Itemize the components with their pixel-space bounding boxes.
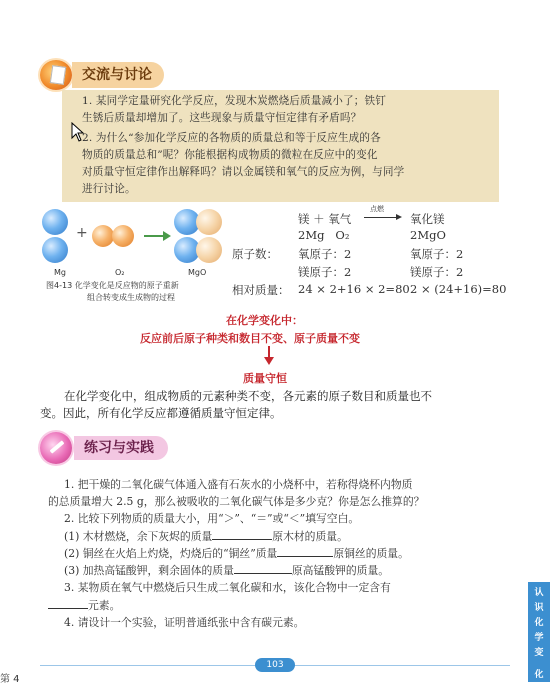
equation-arrow <box>364 217 398 218</box>
o-atom <box>112 225 134 247</box>
corner-mark: 第 4 <box>0 674 20 685</box>
label-o2: O₂ <box>115 268 125 277</box>
equation-words: 镁 ＋ 氧气 <box>298 212 352 226</box>
practice-q3-line1: 3. 某物质在氧气中燃烧后只生成二氧化碳和水，该化合物中一定含有 <box>64 581 391 594</box>
side-tab-char: 化 <box>534 618 544 628</box>
label-mg: Mg <box>54 268 66 277</box>
body-paragraph-line2: 变。因此，所有化学反应都遵循质量守恒定律。 <box>40 406 282 420</box>
equation-arrow-head <box>396 214 402 220</box>
practice-title: 练习与实践 <box>74 436 168 460</box>
right-mg-count: 镁原子：2 <box>410 265 464 279</box>
chapter-side-tab <box>528 582 550 668</box>
practice-q2-2-text-b: 原铜丝的质量。 <box>333 547 409 560</box>
answer-blank[interactable] <box>277 545 333 557</box>
practice-q2-1 <box>64 528 348 545</box>
mass-label: 相对质量： <box>232 283 290 297</box>
o-atom <box>196 237 222 263</box>
practice-q2-3-text-a: (3) 加热高锰酸钾，剩余固体的质量 <box>64 564 234 577</box>
answer-blank[interactable] <box>48 597 88 609</box>
summary-result: 质量守恒 <box>243 372 287 385</box>
practice-q1-line1: 1. 把干燥的二氧化碳气体通入盛有石灰水的小烧杯中，若称得烧杯内物质 <box>64 478 413 491</box>
side-tab-char: 识 <box>534 603 544 613</box>
left-mass: 24 × 2+16 × 2=80 <box>298 282 410 296</box>
body-paragraph-line1: 在化学变化中，组成物质的元素种类不变，各元素的原子数目和质量也不 <box>64 389 432 403</box>
summary-line1: 在化学变化中： <box>226 314 303 327</box>
mg-atom <box>42 209 68 235</box>
left-oxygen-count: 氧原子：2 <box>298 247 352 261</box>
answer-blank[interactable] <box>234 562 292 574</box>
practice-q1-line2: 的总质量增大 2.5 g，那么被吸收的二氧化碳气体是多少克？你是怎么推算的？ <box>48 495 425 508</box>
o-atom <box>92 225 114 247</box>
practice-pencil-icon <box>40 432 72 464</box>
figure-caption-line2: 组合转变成生成物的过程 <box>87 293 175 302</box>
equation-formula-left: 2Mg O₂ <box>298 228 350 242</box>
practice-q3-text: 元素。 <box>88 599 121 612</box>
practice-q2-2 <box>64 545 409 562</box>
discussion-q1-line1: 1. 某同学定量研究化学反应，发现木炭燃烧后质量减小了；铁钉 <box>82 95 387 107</box>
discussion-icon <box>40 60 72 90</box>
equation-formula-right: 2MgO <box>410 228 446 242</box>
practice-q2-1-text-a: (1) 木材燃烧，余下灰烬的质量 <box>64 530 213 543</box>
page-number: 103 <box>255 658 295 672</box>
discussion-q2-line3: 对质量守恒定律作出解释吗？请以金属镁和氧气的反应为例，与同学 <box>82 166 405 178</box>
practice-q2: 2. 比较下列物质的质量大小，用“＞”、“＝”或“＜”填写空白。 <box>64 512 360 525</box>
right-mass: 2 × (24+16)=80 <box>410 282 507 296</box>
practice-q2-1-text-b: 原木材的质量。 <box>272 530 348 543</box>
figure-caption-line1: 图4-13 化学变化是反应物的原子重新 <box>46 281 179 290</box>
right-oxygen-count: 氧原子：2 <box>410 247 464 261</box>
mg-atom <box>42 237 68 263</box>
side-tab-last-char: 化 <box>528 668 550 682</box>
practice-q2-3 <box>64 562 389 579</box>
figure-reaction-diagram <box>38 205 228 265</box>
equation-product: 氧化镁 <box>410 212 445 226</box>
answer-blank[interactable] <box>212 528 272 540</box>
equation-condition: 点燃 <box>370 205 384 213</box>
atom-count-label: 原子数： <box>232 247 278 261</box>
left-mg-count: 镁原子：2 <box>298 265 352 279</box>
discussion-q2-line1: 2. 为什么“参加化学反应的各物质的质量总和等于反应生成的各 <box>82 132 381 144</box>
side-tab-char: 学 <box>534 633 544 643</box>
discussion-q2-line4: 进行讨论。 <box>82 183 136 195</box>
summary-arrow-head <box>264 357 274 365</box>
practice-q2-3-text-b: 原高锰酸钾的质量。 <box>291 564 390 577</box>
o-atom <box>196 209 222 235</box>
mouse-cursor-icon <box>71 122 85 142</box>
side-tab-char: 认 <box>534 588 544 598</box>
summary-line2: 反应前后原子种类和数目不变、原子质量不变 <box>140 332 360 345</box>
practice-q2-2-text-a: (2) 铜丝在火焰上灼烧，灼烧后的“铜丝”质量 <box>64 547 278 560</box>
reaction-arrow-head <box>163 231 171 241</box>
reaction-arrow <box>144 235 164 237</box>
discussion-title: 交流与讨论 <box>72 62 164 88</box>
discussion-q2-line2: 物质的质量总和”呢？你能根据构成物质的微粒在反应中的变化 <box>82 149 378 161</box>
discussion-q1-line2: 生锈后质量却增加了。这些现象与质量守恒定律有矛盾吗？ <box>82 112 362 124</box>
label-mgo: MgO <box>188 268 207 277</box>
plus-sign: + <box>76 225 88 241</box>
side-tab-char: 变 <box>534 648 544 658</box>
practice-q3-line2 <box>48 597 120 614</box>
discussion-box <box>62 90 499 202</box>
practice-q4: 4. 请设计一个实验，证明普通纸张中含有碳元素。 <box>64 616 305 629</box>
